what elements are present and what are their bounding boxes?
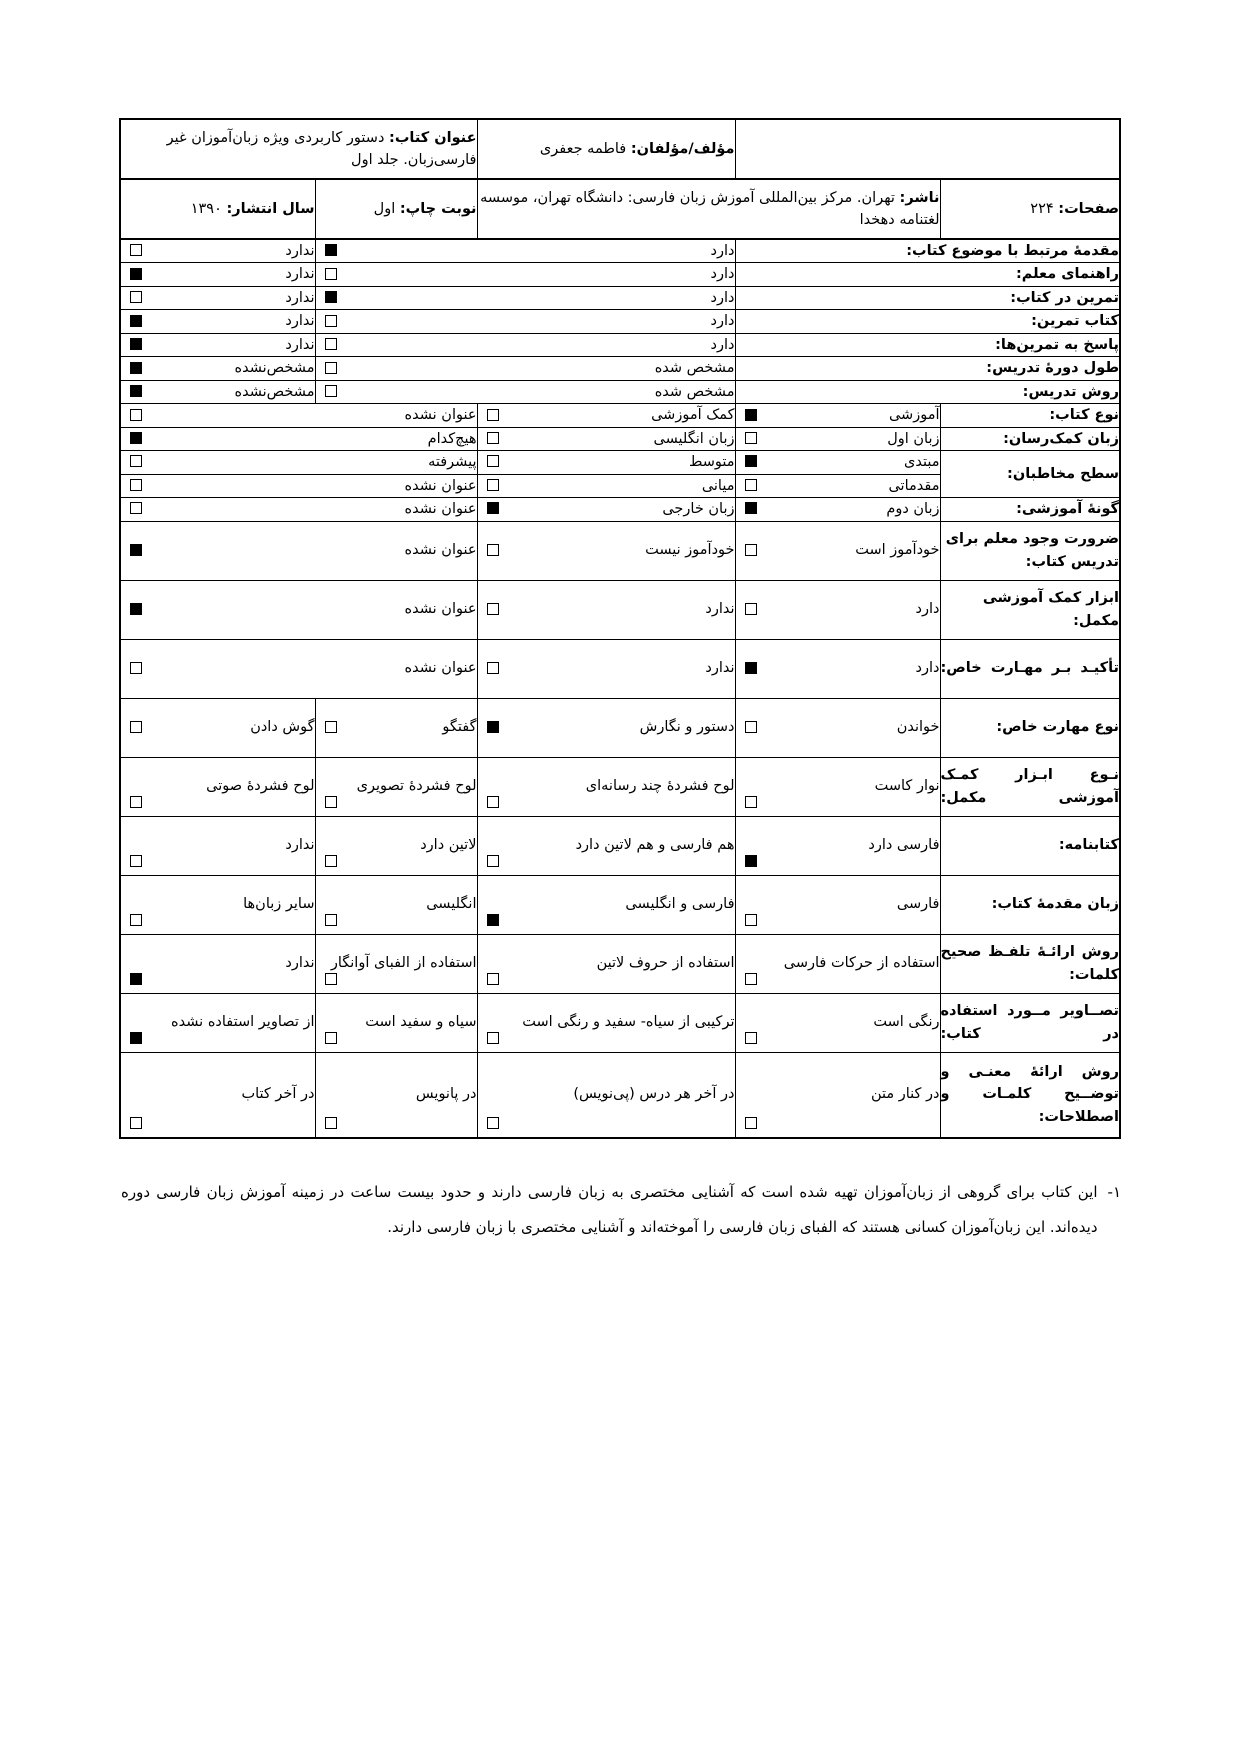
- option-label: فارسی دارد: [868, 837, 940, 854]
- option-label: کمک آموزشی: [651, 407, 735, 424]
- checkbox-empty-icon[interactable]: [743, 721, 757, 735]
- option-cell[interactable]: [477, 934, 735, 993]
- option-label: خواندن: [896, 719, 940, 736]
- option-cell[interactable]: [477, 1052, 735, 1138]
- option-cell[interactable]: [477, 875, 735, 934]
- option-label: دارد: [710, 289, 735, 306]
- criteria-row: [120, 451, 1120, 474]
- option-label: زبان دوم: [886, 501, 940, 518]
- option-label: زبان اول: [887, 430, 940, 447]
- option-cell[interactable]: [120, 380, 315, 403]
- edition-cell: [315, 179, 477, 239]
- criteria-label: کتاب تمرین:: [735, 310, 1120, 333]
- criteria-row: [120, 286, 1120, 309]
- checkbox-empty-icon[interactable]: [323, 362, 337, 376]
- criteria-label: تأکیـد بـر مهـارت خاص:: [940, 639, 1120, 698]
- criteria-row: [120, 1052, 1120, 1138]
- option-cell[interactable]: [735, 816, 940, 875]
- book-title-cell: [120, 119, 477, 179]
- checkbox-empty-icon[interactable]: [128, 662, 142, 676]
- criteria-row: [120, 580, 1120, 639]
- option-label: مشخص‌نشده: [234, 383, 315, 400]
- checkbox-empty-icon[interactable]: [128, 244, 142, 258]
- criteria-label: گونهٔ آموزشی:: [940, 498, 1120, 521]
- option-cell[interactable]: [120, 404, 477, 427]
- checkbox-checked-icon[interactable]: [128, 362, 142, 376]
- option-cell[interactable]: [315, 934, 477, 993]
- criteria-label: پاسخ به تمرین‌ها:: [735, 333, 1120, 356]
- year-label: سال انتشار:: [226, 200, 315, 217]
- checkbox-empty-icon[interactable]: [323, 796, 337, 810]
- checkbox-empty-icon[interactable]: [485, 796, 499, 810]
- checkbox-empty-icon[interactable]: [743, 479, 757, 493]
- table-body: [120, 119, 1120, 1138]
- checkbox-checked-icon[interactable]: [485, 721, 499, 735]
- checkbox-empty-icon[interactable]: [128, 502, 142, 516]
- option-cell[interactable]: [120, 521, 477, 580]
- option-cell[interactable]: [120, 757, 315, 816]
- criteria-label: ضرورت وجود معلم برای تدریس کتاب:: [940, 521, 1120, 580]
- option-cell[interactable]: [477, 521, 735, 580]
- option-cell[interactable]: [477, 451, 735, 474]
- criteria-label: روش ارائـهٔ تلفـظ صحیح کلمات:: [940, 934, 1120, 993]
- option-label: در آخر هر درس (پی‌نویس): [573, 1086, 735, 1103]
- option-label: لوح فشردهٔ صوتی: [206, 778, 315, 795]
- criteria-row: [120, 816, 1120, 875]
- option-label: در پانویس: [415, 1086, 477, 1103]
- criteria-row: [120, 404, 1120, 427]
- option-cell[interactable]: [315, 239, 735, 263]
- option-label: عنوان نشده: [404, 501, 477, 518]
- criteria-label: روش ارائهٔ معنـی و توضــیح کلمـات و اصطلاحات:: [940, 1052, 1120, 1138]
- footnote-number: ۱-: [1107, 1182, 1121, 1201]
- criteria-label: ابزار کمک آموزشی مکمل:: [940, 580, 1120, 639]
- checkbox-checked-icon[interactable]: [485, 502, 499, 516]
- option-label: لوح فشردهٔ چند رسانه‌ای: [585, 778, 735, 795]
- option-cell[interactable]: [315, 875, 477, 934]
- checkbox-checked-icon[interactable]: [323, 291, 337, 305]
- option-label: مشخص شده: [654, 360, 735, 377]
- checkbox-empty-icon[interactable]: [323, 1032, 337, 1046]
- year-value: ۱۳۹۰: [190, 200, 222, 217]
- option-cell[interactable]: [120, 816, 315, 875]
- option-label: زبان خارجی: [662, 501, 735, 518]
- option-cell[interactable]: [735, 639, 940, 698]
- option-label: زبان انگلیسی: [653, 430, 735, 447]
- option-label: متوسط: [688, 454, 735, 471]
- criteria-row: [120, 934, 1120, 993]
- option-cell[interactable]: [477, 816, 735, 875]
- checkbox-empty-icon[interactable]: [128, 479, 142, 493]
- option-label: رنگی است: [873, 1014, 940, 1031]
- criteria-row: [120, 993, 1120, 1052]
- criteria-label: تمرین در کتاب:: [735, 286, 1120, 309]
- checkbox-empty-icon[interactable]: [485, 662, 499, 676]
- option-label: ندارد: [285, 266, 315, 283]
- option-label: دستور و نگارش: [639, 719, 735, 736]
- option-cell[interactable]: [735, 404, 940, 427]
- checkbox-empty-icon[interactable]: [128, 291, 142, 305]
- checkbox-checked-icon[interactable]: [485, 914, 499, 928]
- checkbox-empty-icon[interactable]: [485, 603, 499, 617]
- option-cell[interactable]: [120, 286, 315, 309]
- option-cell[interactable]: [120, 451, 477, 474]
- option-cell[interactable]: [315, 816, 477, 875]
- checkbox-checked-icon[interactable]: [323, 244, 337, 258]
- checkbox-empty-icon[interactable]: [323, 338, 337, 352]
- checkbox-empty-icon[interactable]: [743, 1032, 757, 1046]
- author-cell: [477, 119, 735, 179]
- option-label: دارد: [710, 266, 735, 283]
- checkbox-empty-icon[interactable]: [485, 409, 499, 423]
- year-cell: [120, 179, 315, 239]
- checkbox-checked-icon[interactable]: [743, 662, 757, 676]
- option-label: لاتین دارد: [420, 837, 477, 854]
- checkbox-empty-icon[interactable]: [128, 409, 142, 423]
- option-cell[interactable]: [315, 1052, 477, 1138]
- option-cell[interactable]: [735, 934, 940, 993]
- option-cell[interactable]: [120, 698, 315, 757]
- footnote-text: این کتاب برای گروهی از زبان‌آموزان تهیه شده است که آشنایی مختصری به زبان فارسی دارند و حدود بیست ساعت در زمینه آموزش زبان فارسی دوره دیده‌اند. این زبان‌آموزان کسانی هستند که الفبای زبان فارسی را آموخته‌اند و آشنایی مختصری با زبان فارسی دارند.: [121, 1182, 1098, 1236]
- pages-value: ۲۲۴: [1030, 200, 1054, 217]
- criteria-row: [120, 498, 1120, 521]
- checkbox-checked-icon[interactable]: [128, 268, 142, 282]
- option-label: آموزشی: [888, 407, 940, 424]
- publisher-cell: [477, 179, 940, 239]
- option-label: ندارد: [705, 660, 735, 677]
- checkbox-empty-icon[interactable]: [323, 973, 337, 987]
- criteria-row: [120, 757, 1120, 816]
- option-label: ندارد: [285, 955, 315, 972]
- option-label: خودآموز نیست: [645, 542, 735, 559]
- header-row-title: [120, 119, 1120, 179]
- criteria-row: [120, 263, 1120, 286]
- criteria-row: [120, 427, 1120, 450]
- option-label: دارد: [915, 601, 940, 618]
- criteria-label: مقدمهٔ مرتبط با موضوع کتاب:: [735, 239, 1120, 263]
- option-label: در کنار متن: [870, 1086, 940, 1103]
- criteria-label: روش تدریس:: [735, 380, 1120, 403]
- criteria-row: [120, 875, 1120, 934]
- option-cell[interactable]: [315, 310, 735, 333]
- option-label: سیاه و سفید است: [365, 1014, 477, 1031]
- criteria-row: [120, 639, 1120, 698]
- option-label: ندارد: [285, 243, 315, 259]
- option-label: گوش دادن: [250, 719, 315, 736]
- option-cell[interactable]: [735, 1052, 940, 1138]
- option-cell[interactable]: [120, 333, 315, 356]
- option-cell[interactable]: [477, 757, 735, 816]
- option-cell[interactable]: [315, 333, 735, 356]
- criteria-row: [120, 380, 1120, 403]
- option-label: مقدماتی: [888, 477, 940, 494]
- checkbox-checked-icon[interactable]: [743, 855, 757, 869]
- checkbox-empty-icon[interactable]: [323, 1117, 337, 1131]
- criteria-row: [120, 521, 1120, 580]
- checkbox-empty-icon[interactable]: [128, 855, 142, 869]
- checkbox-checked-icon[interactable]: [128, 432, 142, 446]
- option-cell[interactable]: [315, 757, 477, 816]
- option-cell[interactable]: [120, 357, 315, 380]
- option-cell[interactable]: [120, 310, 315, 333]
- checkbox-empty-icon[interactable]: [743, 1117, 757, 1131]
- checkbox-checked-icon[interactable]: [743, 409, 757, 423]
- option-label: دارد: [915, 660, 940, 677]
- book-title-value: دستور کاربردی ویژه زبان‌آموزان غیر فارسی‌زبان. جلد اول: [166, 129, 477, 168]
- checkbox-empty-icon[interactable]: [128, 1117, 142, 1131]
- book-title-label: عنوان کتاب:: [389, 129, 477, 146]
- option-cell[interactable]: [315, 357, 735, 380]
- option-cell[interactable]: [120, 934, 315, 993]
- checkbox-checked-icon[interactable]: [743, 502, 757, 516]
- option-cell[interactable]: [477, 993, 735, 1052]
- criteria-label: نوع کتاب:: [940, 404, 1120, 427]
- checkbox-empty-icon[interactable]: [128, 796, 142, 810]
- option-label: گفتگو: [442, 719, 477, 736]
- checkbox-empty-icon[interactable]: [128, 721, 142, 735]
- option-cell[interactable]: [315, 993, 477, 1052]
- header-empty-cell: [735, 119, 1120, 179]
- checkbox-checked-icon[interactable]: [128, 315, 142, 329]
- option-cell[interactable]: [120, 1052, 315, 1138]
- option-cell[interactable]: [735, 993, 940, 1052]
- criteria-label: طول دورهٔ تدریس:: [735, 357, 1120, 380]
- checkbox-empty-icon[interactable]: [323, 914, 337, 928]
- option-label: نوار کاست: [874, 778, 940, 795]
- checkbox-empty-icon[interactable]: [323, 268, 337, 282]
- option-label: عنوان نشده: [404, 542, 477, 559]
- option-label: فارسی: [896, 896, 940, 913]
- checkbox-empty-icon[interactable]: [485, 1032, 499, 1046]
- checkbox-checked-icon[interactable]: [128, 385, 142, 399]
- option-label: هیچ‌کدام: [427, 430, 477, 447]
- option-label: ندارد: [285, 837, 315, 854]
- option-cell[interactable]: [735, 698, 940, 757]
- option-cell[interactable]: [477, 474, 735, 497]
- option-label: مشخص‌نشده: [234, 360, 315, 377]
- checkbox-empty-icon[interactable]: [743, 796, 757, 810]
- author-label: مؤلف/مؤلفان:: [630, 140, 735, 157]
- option-label: ندارد: [705, 601, 735, 618]
- option-cell[interactable]: [315, 263, 735, 286]
- option-label: از تصاویر استفاده نشده: [171, 1014, 315, 1031]
- option-cell[interactable]: [120, 580, 477, 639]
- option-label: ترکیبی از سیاه- سفید و رنگی است: [522, 1014, 735, 1031]
- checkbox-empty-icon[interactable]: [485, 432, 499, 446]
- option-label: دارد: [710, 243, 735, 259]
- option-label: فارسی و انگلیسی: [625, 896, 735, 913]
- checkbox-checked-icon[interactable]: [128, 973, 142, 987]
- edition-value: اول: [373, 200, 396, 217]
- checkbox-empty-icon[interactable]: [743, 432, 757, 446]
- option-label: مبتدی: [904, 454, 940, 471]
- option-cell[interactable]: [477, 427, 735, 450]
- option-cell[interactable]: [477, 639, 735, 698]
- option-label: عنوان نشده: [404, 407, 477, 424]
- option-label: لوح فشردهٔ تصویری: [356, 778, 477, 795]
- option-label: دارد: [710, 313, 735, 330]
- pages-label: صفحات:: [1058, 200, 1119, 217]
- checkbox-checked-icon[interactable]: [128, 338, 142, 352]
- option-label: استفاده از حرکات فارسی: [783, 955, 940, 972]
- checkbox-empty-icon[interactable]: [743, 603, 757, 617]
- author-value: فاطمه جعفری: [539, 140, 627, 157]
- option-label: عنوان نشده: [404, 660, 477, 677]
- option-cell[interactable]: [120, 993, 315, 1052]
- criteria-row: [120, 239, 1120, 263]
- criteria-row: [120, 698, 1120, 757]
- option-label: عنوان نشده: [404, 601, 477, 618]
- edition-label: نوبت چاپ:: [399, 200, 477, 217]
- checkbox-checked-icon[interactable]: [743, 455, 757, 469]
- option-cell[interactable]: [315, 380, 735, 403]
- option-cell[interactable]: [120, 639, 477, 698]
- checkbox-empty-icon[interactable]: [485, 455, 499, 469]
- checkbox-empty-icon[interactable]: [485, 544, 499, 558]
- option-cell[interactable]: [735, 580, 940, 639]
- criteria-label: تصــاویر مــورد استفاده در کتاب:: [940, 993, 1120, 1052]
- option-label: دارد: [710, 336, 735, 353]
- criteria-label: زبان کمک‌رسان:: [940, 427, 1120, 450]
- option-cell[interactable]: [120, 474, 477, 497]
- option-cell[interactable]: [735, 757, 940, 816]
- criteria-label: نوع مهارت خاص:: [940, 698, 1120, 757]
- option-label: انگلیسی: [426, 896, 477, 913]
- option-label: استفاده از الفبای آوانگار: [330, 955, 477, 972]
- option-cell[interactable]: [735, 451, 940, 474]
- option-cell[interactable]: [120, 239, 315, 263]
- checkbox-empty-icon[interactable]: [323, 855, 337, 869]
- criteria-label: سطح مخاطبان:: [940, 451, 1120, 498]
- publisher-value: تهران. مرکز بین‌المللی آموزش زبان فارسی: دانشگاه تهران، موسسه لغتنامه دهخدا: [480, 189, 940, 228]
- publisher-label: ناشر:: [899, 189, 940, 206]
- option-cell[interactable]: [315, 698, 477, 757]
- option-cell[interactable]: [735, 521, 940, 580]
- option-label: مشخص شده: [654, 383, 735, 400]
- option-cell[interactable]: [120, 498, 477, 521]
- checkbox-empty-icon[interactable]: [743, 914, 757, 928]
- checkbox-empty-icon[interactable]: [323, 315, 337, 329]
- option-cell[interactable]: [120, 875, 315, 934]
- checkbox-empty-icon[interactable]: [485, 855, 499, 869]
- checkbox-empty-icon[interactable]: [485, 973, 499, 987]
- option-cell[interactable]: [477, 404, 735, 427]
- option-cell[interactable]: [735, 498, 940, 521]
- checkbox-empty-icon[interactable]: [323, 721, 337, 735]
- option-cell[interactable]: [120, 427, 477, 450]
- checkbox-empty-icon[interactable]: [485, 1117, 499, 1131]
- pages-cell: [940, 179, 1120, 239]
- criteria-row: [120, 357, 1120, 380]
- option-label: خودآموز است: [855, 542, 940, 559]
- checkbox-empty-icon[interactable]: [743, 973, 757, 987]
- checkbox-empty-icon[interactable]: [128, 455, 142, 469]
- option-cell[interactable]: [120, 263, 315, 286]
- option-label: میانی: [701, 477, 735, 494]
- checkbox-checked-icon[interactable]: [128, 1032, 142, 1046]
- option-label: پیشرفته: [428, 454, 477, 471]
- criteria-label: زبان مقدمهٔ کتاب:: [940, 875, 1120, 934]
- option-cell[interactable]: [477, 698, 735, 757]
- option-label: ندارد: [285, 289, 315, 306]
- option-label: ندارد: [285, 313, 315, 330]
- option-label: هم فارسی و هم لاتین دارد: [575, 837, 735, 854]
- checkbox-empty-icon[interactable]: [485, 479, 499, 493]
- footnote-item: [121, 1175, 1121, 1246]
- option-cell[interactable]: [477, 580, 735, 639]
- criteria-label: کتابنامه:: [940, 816, 1120, 875]
- checkbox-checked-icon[interactable]: [128, 544, 142, 558]
- option-label: در آخر کتاب: [241, 1086, 315, 1103]
- footnotes: [121, 1175, 1121, 1246]
- option-cell[interactable]: [735, 474, 940, 497]
- header-row-publication: [120, 179, 1120, 239]
- option-cell[interactable]: [735, 427, 940, 450]
- option-cell[interactable]: [735, 875, 940, 934]
- criteria-row: [120, 333, 1120, 356]
- checkbox-empty-icon[interactable]: [323, 385, 337, 399]
- checkbox-checked-icon[interactable]: [128, 603, 142, 617]
- criteria-label: نـوع ابـزار کمـک آموزشی مکمل:: [940, 757, 1120, 816]
- option-label: ندارد: [285, 336, 315, 353]
- option-label: استفاده از حروف لاتین: [596, 955, 735, 972]
- option-label: سایر زبان‌ها: [243, 896, 315, 913]
- option-label: عنوان نشده: [404, 477, 477, 494]
- criteria-label: راهنمای معلم:: [735, 263, 1120, 286]
- checkbox-empty-icon[interactable]: [743, 544, 757, 558]
- criteria-row: [120, 310, 1120, 333]
- book-evaluation-table: [119, 118, 1121, 1139]
- option-cell[interactable]: [315, 286, 735, 309]
- checkbox-empty-icon[interactable]: [128, 914, 142, 928]
- option-cell[interactable]: [477, 498, 735, 521]
